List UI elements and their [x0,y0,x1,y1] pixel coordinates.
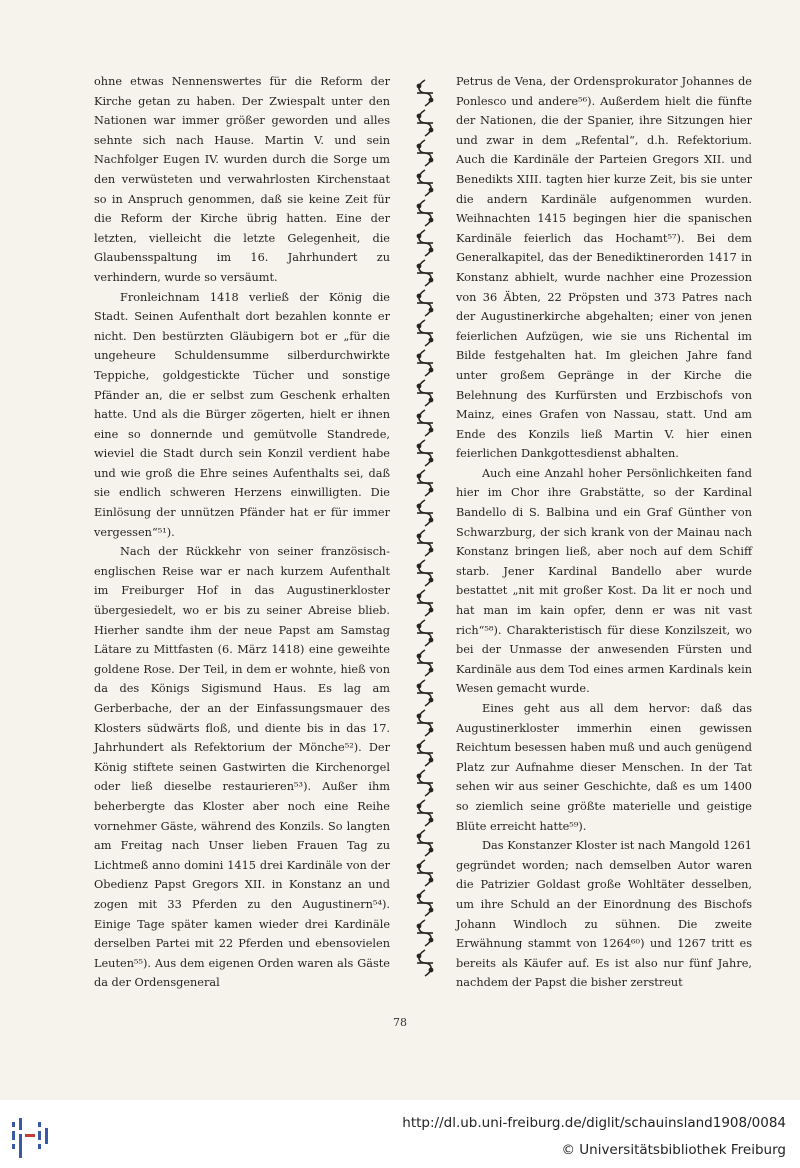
footer-url-link[interactable]: http://dl.ub.uni-freiburg.de/diglit/schauinsland1908/0084 [402,1115,786,1131]
gothic-ornament-column-icon [414,78,436,978]
right-text-column [456,72,752,993]
paragraph: Nach der Rückkehr von seiner französisch-englischen Reise war er nach kurzem Aufenthalt im Freiburger Hof in das Augustinerkloster übergesiedelt, wo er bis zu seiner Abreise blieb. Hierher sandte ihm der neue Papst am Samstag Lätare zu Mittfasten (6. März 1418) eine geweihte goldene Rose. Der Teil, in dem er wohnte, hieß von da des Königs Sigismund Haus. Es lag am Gerberbache, der an der Einfassungsmauer des Klosters südwärts floß, und diente bis in das 17. Jahrhundert als Refektorium der Mönche⁵²). Der König stiftete seinen Gastwirten die Kirchenorgel oder ließ dieselbe restaurieren⁵³). Außer ihm beherbergte das Kloster aber noch eine Reihe vornehmer Gäste, während des Konzils. So langten am Freitag nach Unser lieben Frauen Tag zu Lichtmeß anno domini 1415 drei Kardinäle von der Obedienz Papst Gregors XII. in Konstanz an und zogen mit 33 Pferden zu den Augustinern⁵⁴). Einige Tage später kamen wieder drei Kardinäle derselben Partei mit 22 Pferden und ebensovielen Leuten⁵⁵). Aus dem eigenen Orden waren als Gäste da der Ordensgeneral [94,545,390,990]
page-number: 78 [393,1016,407,1029]
footer [0,1100,800,1168]
copyright-text: © Universitätsbibliothek Freiburg [561,1142,786,1158]
paragraph: Eines geht aus all dem hervor: daß das Augustinerkloster immerhin einen gewissen Reichtum besessen haben muß und auch genügend Platz zur Aufnahme dieser Menschen. In der Tat sehen wir aus seiner Geschichte, daß es um 1400 so ziemlich seine größte materielle und geistige Blüte erreicht hatte⁵⁹). [456,702,752,833]
paragraph: Petrus de Vena, der Ordensprokurator Johannes de Ponlesco und andere⁵⁶). Außerdem hielt die fünfte der Nationen, die der Spanier, ihre Sitzungen hier und zwar in dem „Refental“, d.h. Refektorium. Auch die Kardinäle der Parteien Gregors XII. und Benedikts XIII. tagten hier kurze Zeit, bis sie unter die andern Kardinäle aufgenommen wurden. Weihnachten 1415 begingen hier die spanischen Kardinäle feierlich das Hochamt⁵⁷). Bei dem Generalkapitel, das der Benediktinerorden 1417 in Konstanz abhielt, wurde nachher eine Prozession von 36 Äbten, 22 Pröpsten und 373 Patres nach der Augustinerkirche abgehalten; einer von jenen feierlichen Aufzügen, wie sie uns Richental im Bilde festgehalten hat. Im gleichen Jahre fand unter großem Gepränge in der Kirche die Belehnung des Kurfürsten und Erzbischofs von Mainz, eines Grafen von Nassau, statt. Und am Ende des Konzils ließ Martin V. hier einen feierlichen Dankgottesdienst abhalten. [456,75,752,461]
paragraph: Fronleichnam 1418 verließ der König die Stadt. Seinen Aufenthalt dort bezahlen konnte er nicht. Den bestürzten Gläubigern bot er „für die ungeheure Schuldensumme silberdurchwirkte Teppiche, goldgestickte Tücher und sonstige Pfänder an, die er selbst zum Geschenk erhalten hatte. Und als die Bürger zögerten, hielt er ihnen eine so donnernde und gemütvolle Standrede, wieviel die Stadt durch sein Konzil verdient habe und wie groß die Ehre seines Aufenthalts sei, daß sie endlich schweren Herzens einwilligten. Die Einlösung der unnützen Pfänder hat er für immer vergessen“⁵¹). [94,290,390,539]
paragraph: Das Konstanzer Kloster ist nach Mangold 1261 gegründet worden; nach demselben Autor waren die Patrizier Goldast große Wohltäter desselben, um ihre Schuld an der Einordnung des Bischofs Johann Windloch zu sühnen. Die zweite Erwähnung stammt von 1264⁶⁰) und 1267 tritt es bereits als Käufer auf. Es ist also nur fünf Jahre, nachdem der Papst die bisher zerstreut [456,839,752,990]
paragraph: ohne etwas Nennenswertes für die Reform der Kirche getan zu haben. Der Zwiespalt unter den Nationen war immer größer geworden und alles sehnte sich nach Hause. Martin V. und sein Nachfolger Eugen IV. wurden durch die Sorge um den verwüsteten und verwahrlosten Kirchenstaat so in Anspruch genommen, daß sie keine Zeit für die Reform der Kirche übrig hatten. Eine der letzten, vielleicht die letzte Gelegenheit, die Glaubensspaltung im 16. Jahrhundert zu verhindern, wurde so versäumt. [94,75,390,284]
paragraph: Auch eine Anzahl hoher Persönlichkeiten fand hier im Chor ihre Grabstätte, so der Kardinal Bandello di S. Balbina und ein Graf Günther von Schwarzburg, der sich krank von der Mainau nach Konstanz bringen ließ, aber noch auf dem Schiff starb. Jener Kardinal Bandello aber wurde bestattet „nit mit großer Kost. Da lit er noch und hat man im kain opfer, denn er was nit vast rich“⁵⁸). Charakteristisch für diese Konzilszeit, wo bei der Unmasse der anwesenden Fürsten und Kardinäle aus dem Tod eines armen Kardinals kein Wesen gemacht wurde. [456,466,752,696]
ub-freiburg-logo-icon [10,1116,50,1160]
left-text-column [94,72,390,993]
